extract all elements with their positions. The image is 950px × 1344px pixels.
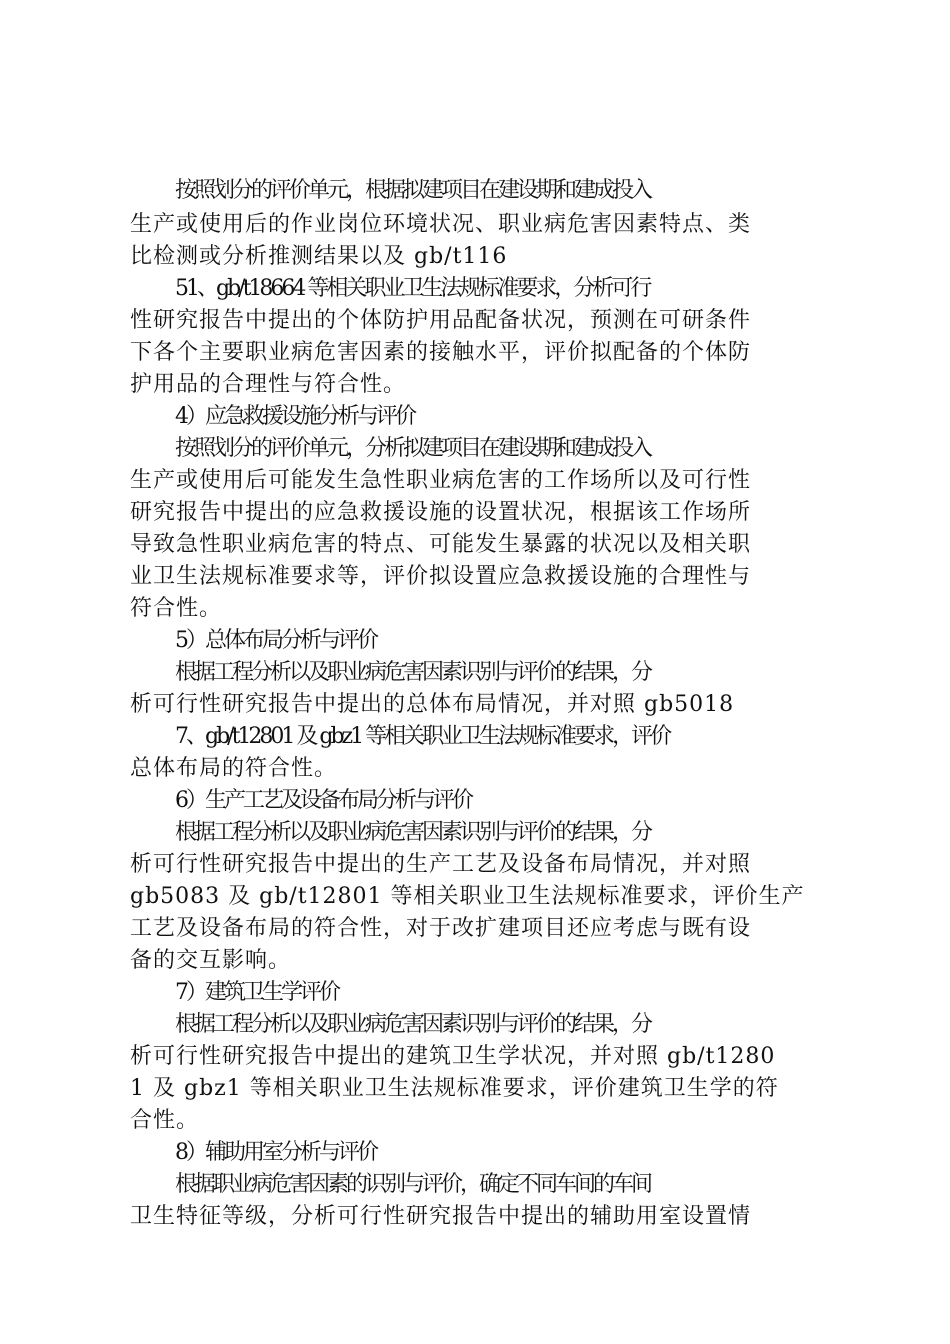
- paragraph-line: 性研究报告中提出的个体防护用品配备状况，预测在可研条件: [130, 308, 752, 333]
- paragraph-line: 下各个主要职业病危害因素的接触水平，评价拟配备的个体防: [130, 340, 752, 365]
- paragraph-line: 根据工程分析以及职业病危害因素识别与评价的结果，分: [175, 1012, 651, 1037]
- paragraph-line: 比检测或分析推测结果以及 gb/t116: [130, 244, 508, 269]
- section-heading: 4）应急救援设施分析与评价: [175, 404, 414, 429]
- paragraph-line: gb5083 及 gb/t12801 等相关职业卫生法规标准要求，评价生产: [130, 884, 805, 909]
- paragraph-line: 总体布局的符合性。: [130, 756, 338, 781]
- paragraph-line: 符合性。: [130, 596, 223, 621]
- paragraph-line: 业卫生法规标准要求等，评价拟设置应急救援设施的合理性与: [130, 564, 752, 589]
- section-heading: 7）建筑卫生学评价: [175, 980, 338, 1005]
- paragraph-line: 51、gb/t18664 等相关职业卫生法规标准要求，分析可行: [175, 276, 650, 301]
- paragraph-line: 根据工程分析以及职业病危害因素识别与评价的结果，分: [175, 820, 651, 845]
- paragraph-line: 7、gb/t12801 及 gbz1 等相关职业卫生法规标准要求，评价: [175, 724, 670, 749]
- paragraph-line: 析可行性研究报告中提出的建筑卫生学状况，并对照 gb/t1280: [130, 1044, 776, 1069]
- paragraph-line: 研究报告中提出的应急救援设施的设置状况，根据该工作场所: [130, 500, 752, 525]
- paragraph-line: 工艺及设备布局的符合性，对于改扩建项目还应考虑与既有设: [130, 916, 752, 941]
- paragraph-line: 析可行性研究报告中提出的总体布局情况，并对照 gb5018: [130, 692, 735, 717]
- paragraph-line: 护用品的合理性与符合性。: [130, 372, 407, 397]
- paragraph-line: 根据工程分析以及职业病危害因素识别与评价的结果，分: [175, 660, 651, 685]
- paragraph-line: 按照划分的评价单元，根据拟建项目在建设期和建成投入: [175, 178, 651, 203]
- paragraph-line: 导致急性职业病危害的特点、可能发生暴露的状况以及相关职: [130, 532, 752, 557]
- section-heading: 5）总体布局分析与评价: [175, 628, 376, 653]
- section-heading: 8）辅助用室分析与评价: [175, 1140, 376, 1165]
- paragraph-line: 卫生特征等级，分析可行性研究报告中提出的辅助用室设置情: [130, 1204, 752, 1229]
- paragraph-line: 备的交互影响。: [130, 948, 292, 973]
- paragraph-line: 生产或使用后可能发生急性职业病危害的工作场所以及可行性: [130, 468, 752, 493]
- paragraph-line: 生产或使用后的作业岗位环境状况、职业病危害因素特点、类: [130, 212, 752, 237]
- section-heading: 6）生产工艺及设备布局分析与评价: [175, 788, 471, 813]
- paragraph-line: 按照划分的评价单元，分析拟建项目在建设期和建成投入: [175, 436, 651, 461]
- paragraph-line: 1 及 gbz1 等相关职业卫生法规标准要求，评价建筑卫生学的符: [130, 1076, 779, 1101]
- paragraph-line: 析可行性研究报告中提出的生产工艺及设备布局情况，并对照: [130, 852, 752, 877]
- paragraph-line: 合性。: [130, 1108, 200, 1133]
- paragraph-line: 根据职业病危害因素的识别与评价，确定不同车间的车间: [175, 1172, 651, 1197]
